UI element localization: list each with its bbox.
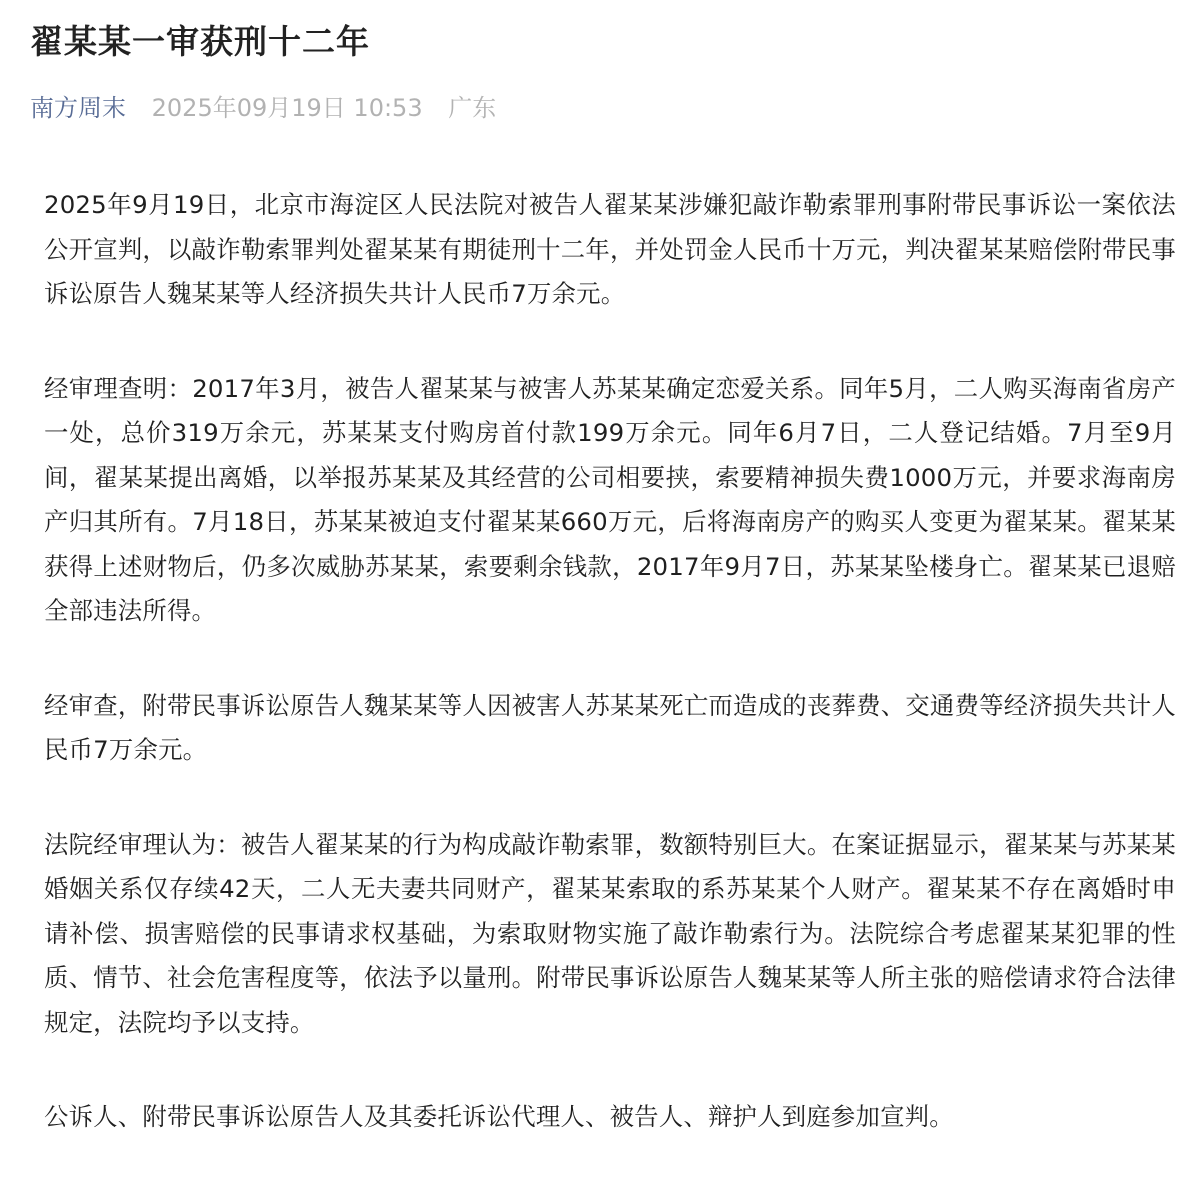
article-body — [44, 183, 1176, 1190]
paragraph-4: 法院经审理认为：被告人翟某某的行为构成敲诈勒索罪，数额特别巨大。在案证据显示，翟某某与苏某某婚姻关系仅存续42天，二人无夫妻共同财产，翟某某索取的系苏某某个人财产。翟某某不存在离婚时申请补偿、损害赔偿的民事请求权基础，为索取财物实施了敲诈勒索行为。法院综合考虑翟某某犯罪的性质、情节、社会危害程度等，依法予以量刑。附带民事诉讼原告人魏某某等人所主张的赔偿请求符合法律规定，法院均予以支持。 — [44, 829, 1176, 1037]
paragraph-2: 经审理查明：2017年3月，被告人翟某某与被害人苏某某确定恋爱关系。同年5月，二人购买海南省房产一处，总价319万余元，苏某某支付购房首付款199万余元。同年6月7日，二人登记结婚。7月至9月间，翟某某提出离婚，以举报苏某某及其经营的公司相要挟，索要精神损失费1000万元，并要求海南房产归其所有。7月18日，苏某某被迫支付翟某某660万元，后将海南房产的购买人变更为翟某某。翟某某获得上述财物后，仍多次威胁苏某某，索要剩余钱款，2017年9月7日，苏某某坠楼身亡。翟某某已退赔全部违法所得。 — [44, 373, 1176, 625]
paragraph-5: 公诉人、附带民事诉讼原告人及其委托诉讼代理人、被告人、辩护人到庭参加宣判。 — [44, 1102, 954, 1131]
source-link[interactable]: 南方周末 — [30, 94, 126, 122]
publish-location: 广东 — [448, 94, 497, 122]
paragraph-1: 2025年9月19日，北京市海淀区人民法院对被告人翟某某涉嫌犯敲诈勒索罪刑事附带民事诉讼一案依法公开宣判，以敲诈勒索罪判处翟某某有期徒刑十二年，并处罚金人民币十万元，判决翟某某赔偿附带民事诉讼原告人魏某某等人经济损失共计人民币7万余元。 — [44, 190, 1176, 308]
paragraph-3: 经审查，附带民事诉讼原告人魏某某等人因被害人苏某某死亡而造成的丧葬费、交通费等经济损失共计人民币7万余元。 — [44, 690, 1176, 764]
article-title: 翟某某一审获刑十二年 — [30, 22, 370, 61]
article-meta — [30, 88, 496, 128]
publish-datetime: 2025年09月19日 10:53 — [151, 94, 423, 122]
